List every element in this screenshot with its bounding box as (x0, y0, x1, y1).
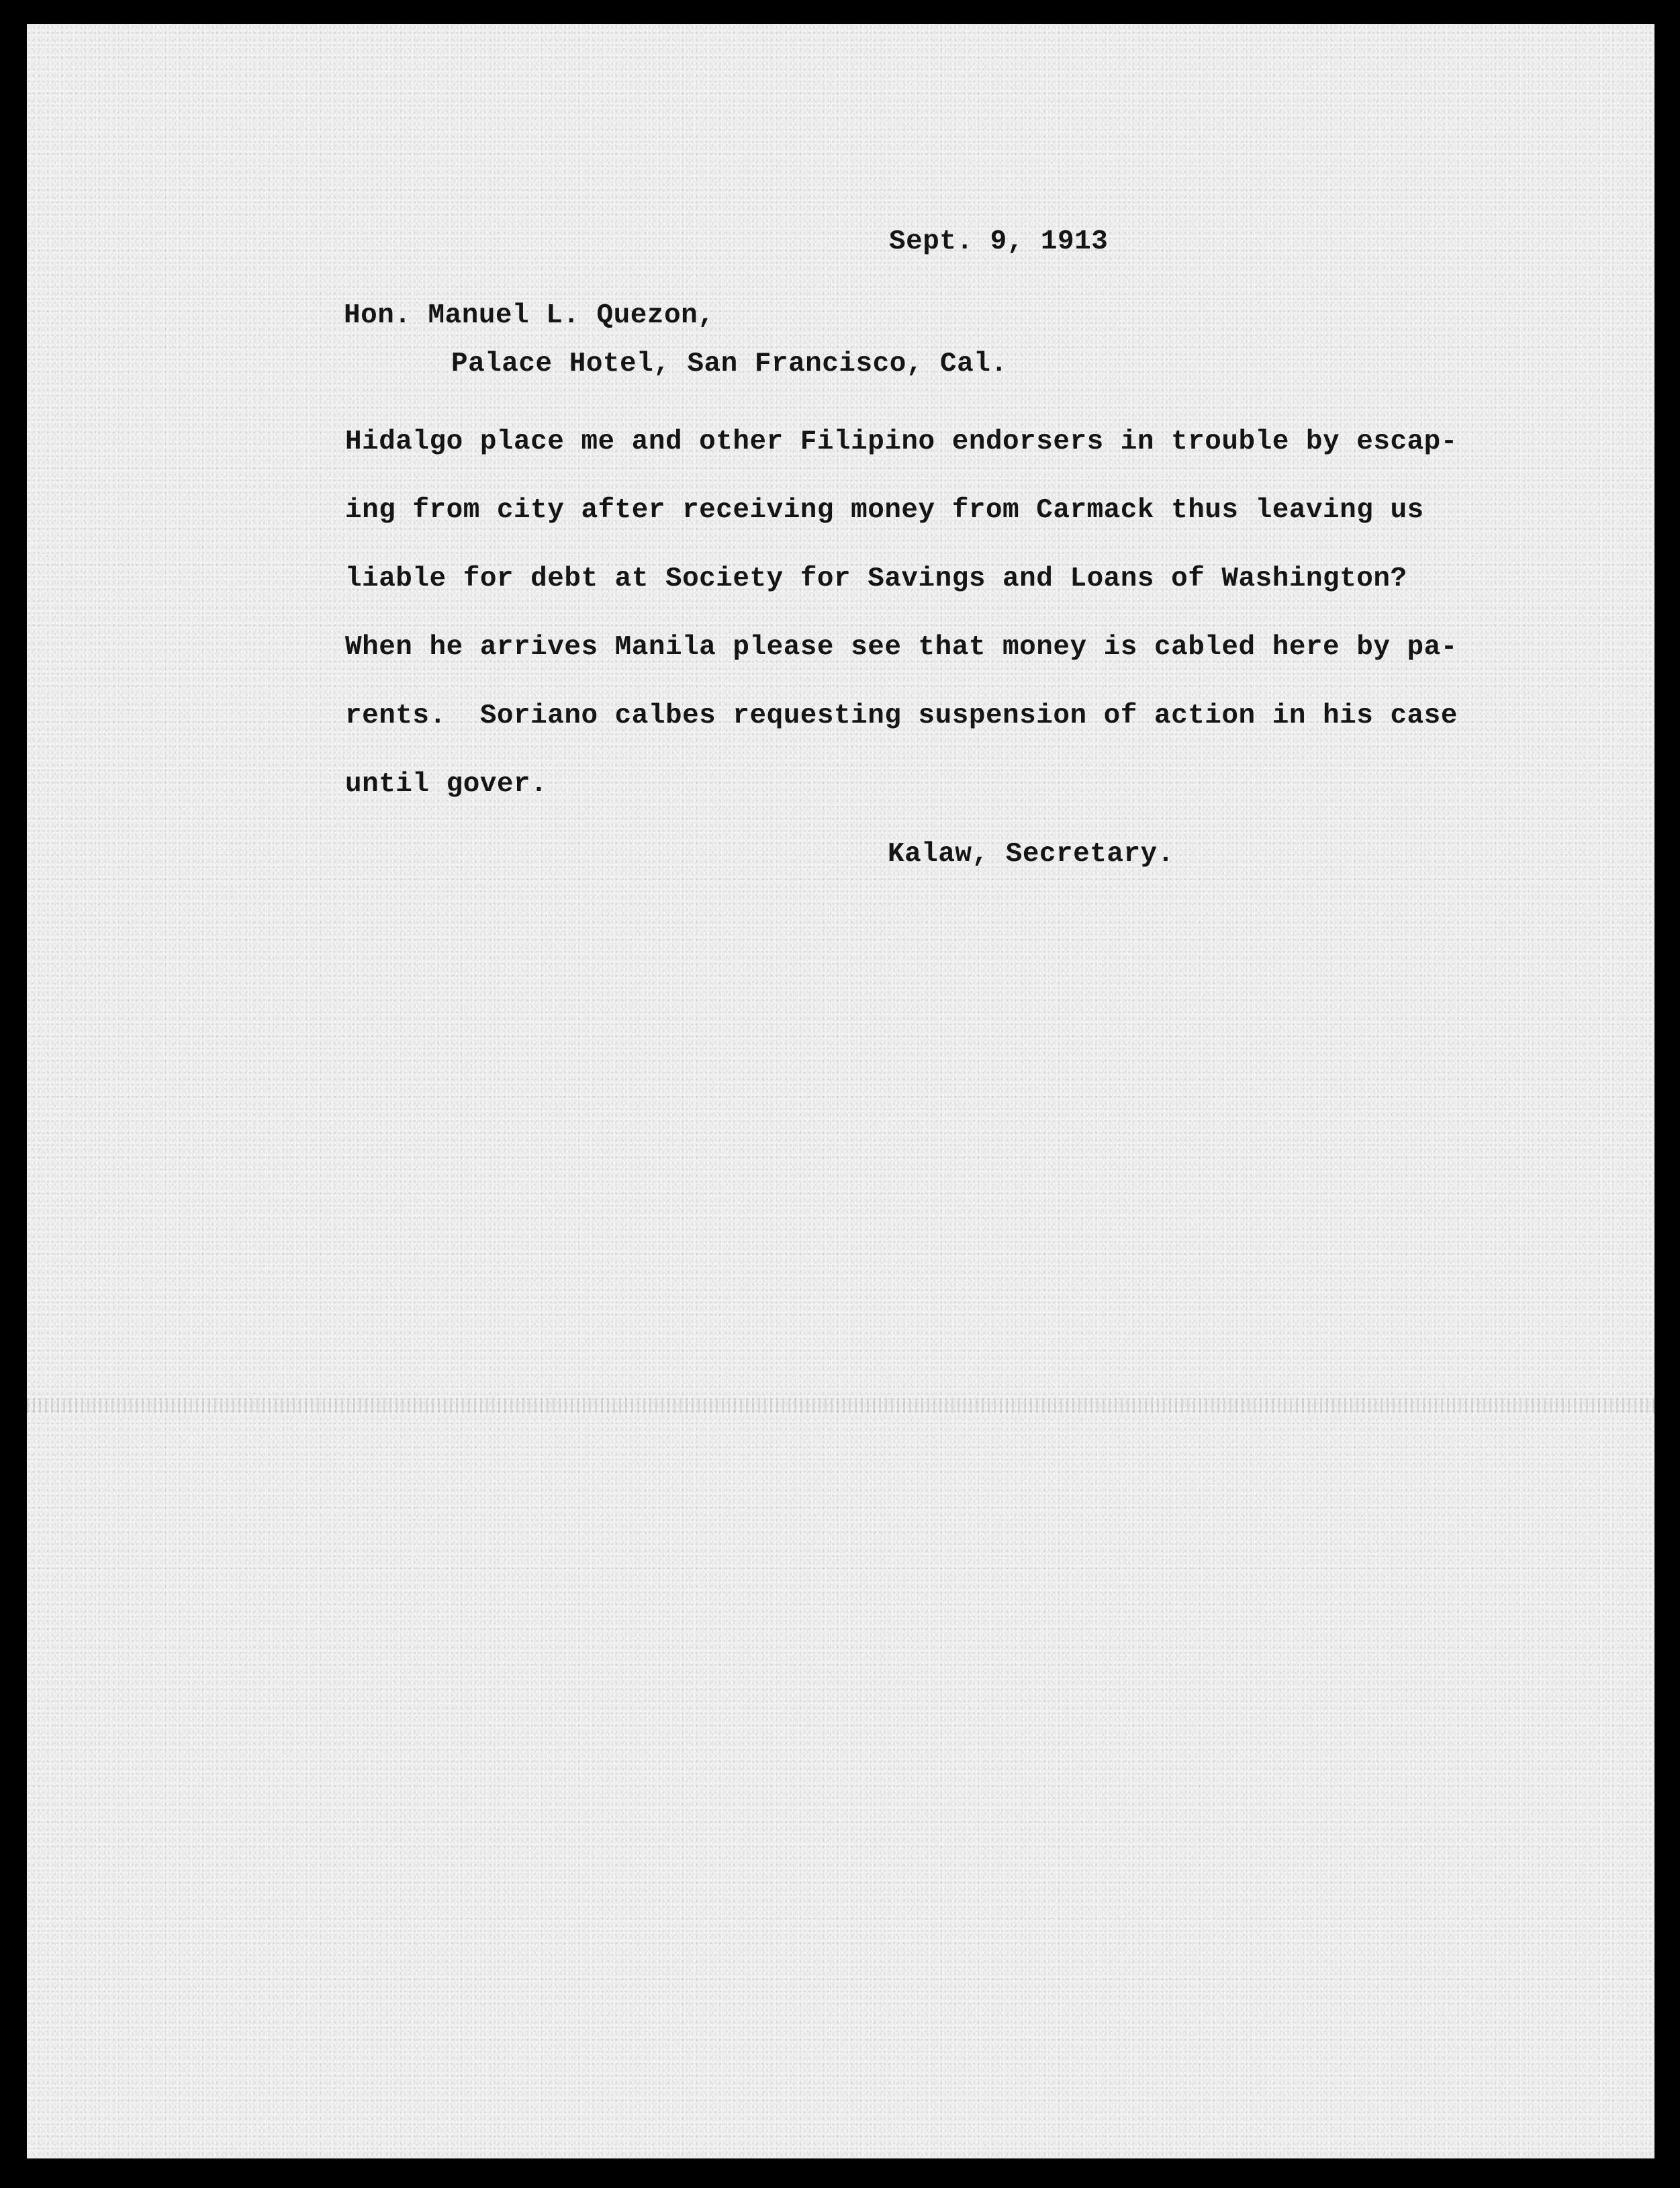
body-line: until gover. (345, 769, 548, 800)
body-line: ing from city after receiving money from Carmack thus leaving us (345, 495, 1424, 526)
body-line: liable for debt at Society for Savings and Loans of Washington? (345, 563, 1407, 594)
recipient-address: Palace Hotel, San Francisco, Cal. (451, 349, 1008, 379)
letter-date: Sept. 9, 1913 (889, 226, 1109, 257)
fold-crease (27, 1398, 1654, 1413)
body-line: When he arrives Manila please see that money is cabled here by pa- (345, 632, 1458, 663)
letter-page (27, 24, 1654, 2158)
recipient-name: Hon. Manuel L. Quezon, (344, 300, 715, 331)
signature: Kalaw, Secretary. (888, 839, 1174, 870)
body-line: Hidalgo place me and other Filipino endorsers in trouble by escap- (345, 426, 1458, 457)
body-line: rents. Soriano calbes requesting suspension of action in his case (345, 700, 1458, 731)
